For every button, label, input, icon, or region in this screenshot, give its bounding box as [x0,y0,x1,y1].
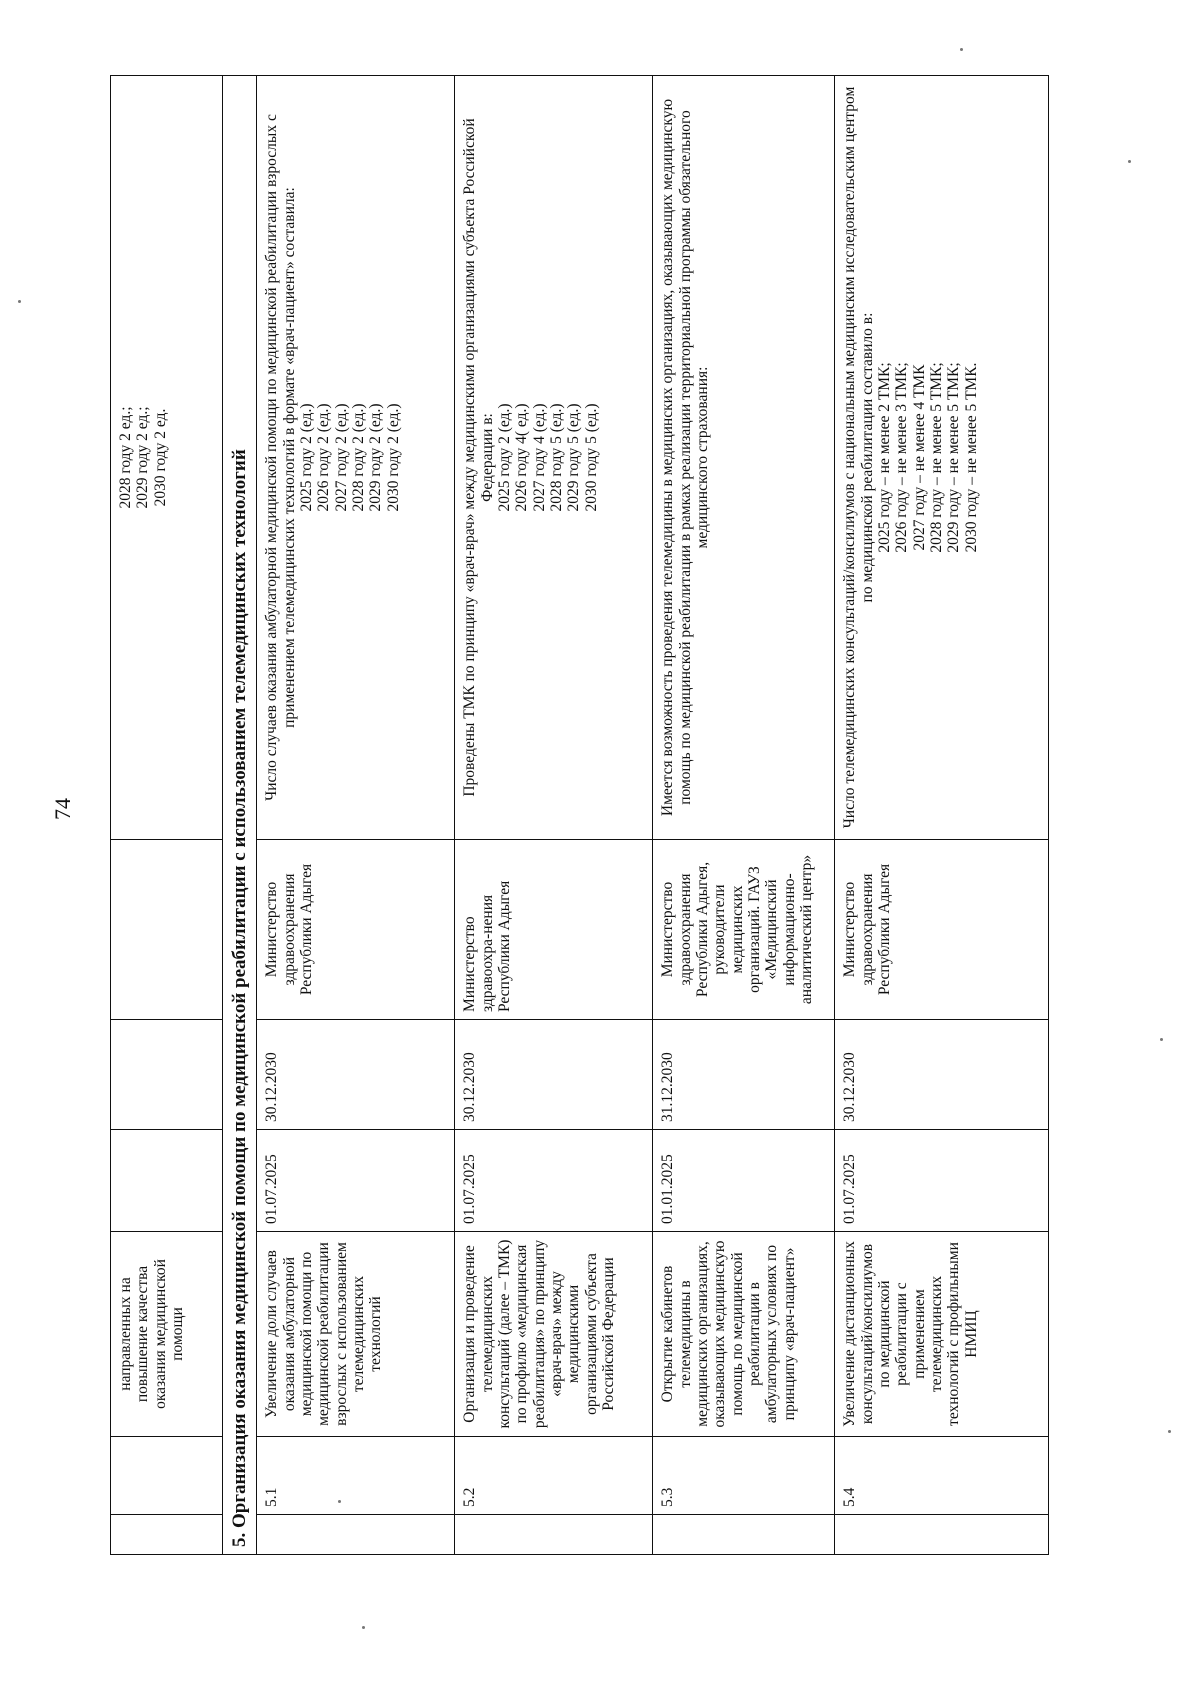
table-row [257,76,455,1555]
scan-speck [960,48,963,51]
empty-cell [111,1515,223,1555]
scan-speck [18,300,21,303]
result-cell [257,76,455,840]
result-cell [835,76,1049,840]
result-cell [653,76,835,840]
rotated-page-content [110,75,1040,1555]
result-line: 2030 году – не менее 5 ТМК. [962,362,980,553]
task-cell: Открытие кабинетов телемедицины в медицинских организациях, оказывающих медицинскую помощь по медицинской реабилитации в амбулаторных условиях по принципу «врач-пациент» [653,1232,835,1437]
table-row [455,76,653,1555]
empty-cell [111,1437,223,1515]
scan-speck [1128,160,1131,163]
result-line: 2026 году – не менее 3 ТМК; [893,362,911,553]
scan-speck [338,1500,341,1503]
result-line: 2029 году 2 ед.; [134,406,152,509]
end-date: 30.12.2030 [455,1020,653,1130]
result-line: 2028 году 5 (ед.) [548,403,566,512]
start-date: 01.07.2025 [257,1130,455,1232]
task-cell: направленных на повышение качества оказания медицинской помощи [111,1232,223,1437]
scan-speck [1160,1038,1163,1041]
result-line: 2030 году 5 (ед.) [582,403,600,512]
table-row [111,76,223,1555]
result-line: 2030 году 2 ед. [151,408,169,507]
result-line: 2027 году 2 (ед.) [332,403,350,512]
row-number: 5.3 [653,1437,835,1515]
result-text: Имеется возможность проведения телемедицины в медицинских организациях, оказывающих медицинскую помощь по медицинской реабилитации в рамках реализации территориальной программы обязательного медицинского страхования: [659,98,711,817]
task-cell: Увеличение доли случаев оказания амбулаторной медицинской помощи по медицинской реабилитации взрослых с использованием телемедицинских технологий [257,1232,455,1437]
task-cell: Организация и проведение телемедицинских консультаций (далее – ТМК) по профилю «медицинская реабилитация» по принципу «врач-врач» между медицинскими организациями субъекта Российской Федерации [455,1232,653,1437]
result-line: 2028 году 2 (ед.) [350,403,368,512]
start-date: 01.07.2025 [455,1130,653,1232]
result-line: 2030 году 2 (ед.) [384,403,402,512]
task-cell: Увеличение дистанционных консультаций/консилиумов по медицинской реабилитации с применением телемедицинских технологий с профильными НМИЦ [835,1232,1049,1437]
start-date: 01.01.2025 [653,1130,835,1232]
page-number: 74 [50,798,75,820]
result-line: 2027 году 4 (ед.) [530,403,548,512]
responsible-cell: Министерство здравоохра-нения Республики Адыгея [455,840,653,1020]
end-date: 31.12.2030 [653,1020,835,1130]
section-title: 5. Организация оказания медицинской помощи по медицинской реабилитации с использованием телемедицинских технологий [223,76,257,1555]
scan-speck [362,1626,365,1629]
result-line: 2026 году 4( ед.) [513,403,531,512]
result-line: 2028 году 2 ед.; [117,406,134,509]
empty-cell [653,1515,835,1555]
start-date: 01.07.2025 [835,1130,1049,1232]
empty-cell [111,1130,223,1232]
responsible-cell: Министерство здравоохранения Республики Адыгея, руководители медицинских организаций. ГАУЗ «Медицинский информационно-аналитический центр» [653,840,835,1020]
end-date: 30.12.2030 [835,1020,1049,1130]
result-line: 2025 году – не менее 2 ТМК; [875,362,893,553]
result-text: Число телемедицинских консультаций/консилиумов с национальным медицинским исследовательским центром по медицинской реабилитации составило в: [841,86,876,829]
row-number: 5.2 [455,1437,653,1515]
result-text: Проведены ТМК по принципу «врач-врач» между медицинскими организациями субъекта Российской Федерации в: [461,118,496,797]
result-text: Число случаев оказания амбулаторной медицинской помощи по медицинской реабилитации взрослых с применением телемедицинских технологий в формате «врач-пациент» составила: [263,114,298,801]
empty-cell [455,1515,653,1555]
result-line: 2025 году 2 (ед.) [495,403,513,512]
result-cell [455,76,653,840]
result-line: 2025 году 2 (ед.) [297,403,315,512]
result-cell [111,76,223,840]
end-date: 30.12.2030 [257,1020,455,1130]
table-row [653,76,835,1555]
empty-cell [111,1020,223,1130]
responsible-cell: Министерство здравоохранения Республики Адыгея [257,840,455,1020]
row-number: 5.4 [835,1437,1049,1515]
result-line: 2026 году 2 (ед.) [315,403,333,512]
result-line: 2027 году – не менее 4 ТМК [910,364,928,551]
result-line: 2029 году 2 (ед.) [367,403,385,512]
empty-cell [257,1515,455,1555]
empty-cell [835,1515,1049,1555]
empty-cell [111,840,223,1020]
responsible-cell: Министерство здравоохранения Республики Адыгея [835,840,1049,1020]
plan-table [110,75,1049,1555]
section-header-row [223,76,257,1555]
result-line: 2029 году – не менее 5 ТМК; [945,362,963,553]
row-number: 5.1 [257,1437,455,1515]
table-row [835,76,1049,1555]
result-line: 2028 году – не менее 5 ТМК; [928,362,946,553]
result-line: 2029 году 5 (ед.) [565,403,583,512]
scan-speck [1168,1430,1171,1433]
